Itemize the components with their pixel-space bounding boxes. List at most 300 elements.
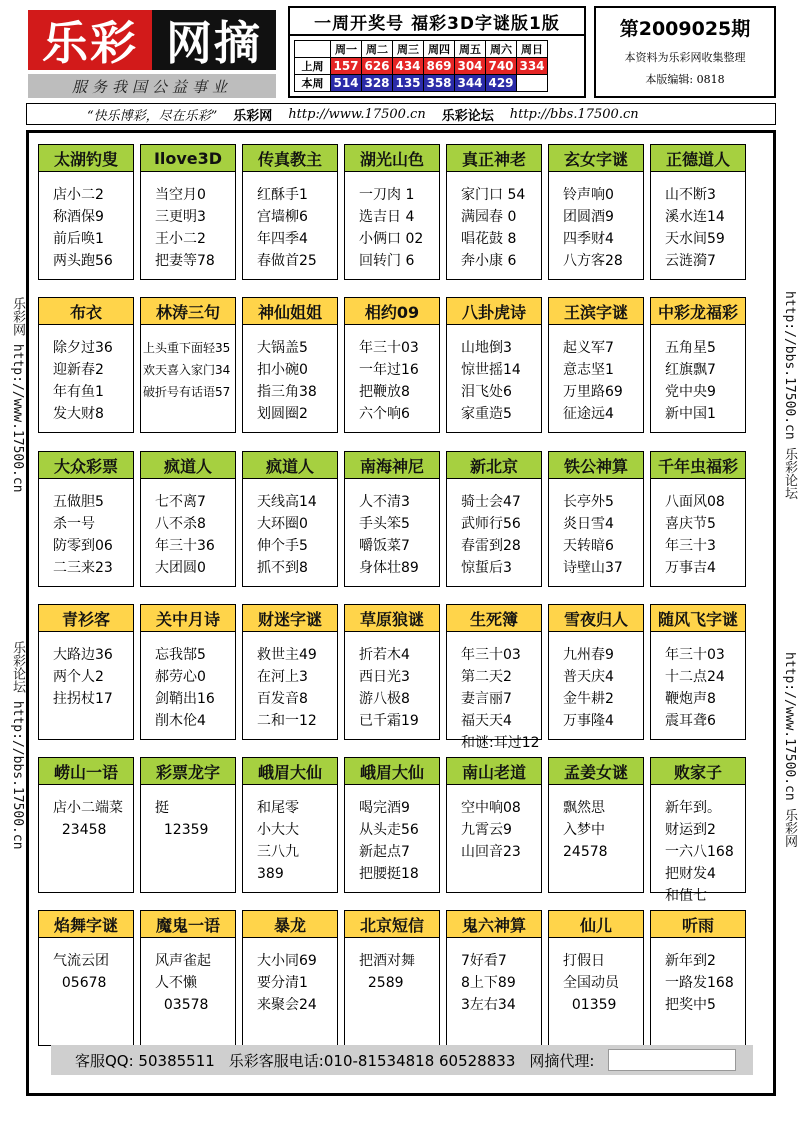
riddle-line: 家重造5 [461,406,512,422]
riddle-card-lines [549,172,643,272]
riddle-card-lines [243,479,337,579]
riddle-card [140,910,236,1046]
riddle-line: 唱花鼓 8 [461,231,517,247]
riddle-line: 8上下89 [461,975,516,991]
riddle-line: 大团圆0 [155,560,206,576]
riddle-card-lines [141,479,235,579]
riddle-line: 年三十03 [359,340,419,356]
riddle-line: 年三十3 [665,538,716,554]
site-label: 乐彩网 [233,108,273,124]
riddle-line: 年三十36 [155,538,215,554]
riddle-line: 389 [257,866,284,882]
riddle-card-title: 仙儿 [549,911,643,938]
subheader [26,103,776,125]
riddle-line: 溪水连14 [665,209,725,225]
riddle-card-lines [651,938,745,1016]
riddle-card [548,297,644,433]
riddle-card-title: 铁公神算 [549,452,643,479]
riddle-card-title: 关中月诗 [141,605,235,632]
weekday-cell: 周二 [362,41,393,58]
riddle-card-title: 彩票龙字 [141,758,235,785]
riddle-card-lines [141,938,235,1016]
riddle-line: 炎日雪4 [563,516,614,532]
issue-panel [594,6,776,98]
riddle-card [548,451,644,587]
riddle-line: 八不杀8 [155,516,206,532]
riddle-line: 打假日 [563,953,605,969]
riddle-line: 三更明3 [155,209,206,225]
riddle-card-title: 青衫客 [39,605,133,632]
riddle-card-title: 魔鬼一语 [141,911,235,938]
riddle-card [548,757,644,893]
riddle-card-lines [243,632,337,732]
riddle-card [38,297,134,433]
riddle-card-title: 神仙姐姐 [243,298,337,325]
riddle-card-lines [345,632,439,732]
riddle-line: 选吉日 4 [359,209,415,225]
riddle-line: 财运到2 [665,822,716,838]
riddle-card [344,910,440,1046]
draw-number: 626 [362,58,393,75]
riddle-line: 全国动员 [563,975,619,991]
riddle-line: 和谜:耳过12 [461,735,540,751]
riddle-line: 已千霜19 [359,713,419,729]
draw-number: 429 [486,75,517,92]
riddle-card [344,297,440,433]
riddle-line: 把妻等78 [155,253,215,269]
riddle-line: 伸个手5 [257,538,308,554]
riddle-card-title: 千年虫福彩 [651,452,745,479]
riddle-card-lines [447,479,541,579]
riddle-card-title: 峨眉大仙 [243,758,337,785]
riddle-line: 回转门 6 [359,253,415,269]
last-week-label: 上周 [295,58,331,75]
riddle-line: 把腰挺18 [359,866,419,882]
riddle-line: 一路发168 [665,975,734,991]
riddle-card-title: 雪夜归人 [549,605,643,632]
riddle-card [650,910,746,1046]
header [26,4,776,100]
riddle-line: 在河上3 [257,669,308,685]
riddle-line: 破折号有话语57 [143,385,231,399]
riddle-line: 春做首25 [257,253,317,269]
riddle-line: 红酥手1 [257,187,308,203]
riddle-card-title: 布衣 [39,298,133,325]
riddle-card-lines [141,785,235,841]
riddle-line: 满园春 0 [461,209,517,225]
riddle-line: 年有鱼1 [53,384,104,400]
riddle-line: 第二天2 [461,669,512,685]
riddle-line: 长亭外5 [563,494,614,510]
draw-results-table [294,40,548,92]
riddle-card [38,757,134,893]
riddle-card [548,144,644,280]
riddle-card-title: 中彩龙福彩 [651,298,745,325]
riddle-grid [26,130,776,1096]
riddle-line: 欢天喜入家门34 [143,363,231,377]
logo-mark [28,10,276,70]
riddle-card [140,144,236,280]
riddle-line: 入梦中 [563,822,605,838]
riddle-line: 要分清1 [257,975,308,991]
riddle-line: 2589 [359,975,404,991]
riddle-card-title: 林涛三句 [141,298,235,325]
riddle-line: 23458 [53,822,107,838]
riddle-line: 五角星5 [665,340,716,356]
riddle-line: 小俩口 02 [359,231,424,247]
draw-number-empty [517,75,548,92]
riddle-card-lines [141,632,235,732]
riddle-card-lines [39,785,133,841]
riddle-card [650,451,746,587]
riddle-line: 一六八168 [665,844,734,860]
riddle-card [140,604,236,740]
riddle-card-title: 传真教主 [243,145,337,172]
riddle-line: 十二点24 [665,669,725,685]
riddle-line: 四季财4 [563,231,614,247]
riddle-line: 小大大 [257,822,299,838]
riddle-line: 家门口 54 [461,187,526,203]
riddle-line: 把鞭放8 [359,384,410,400]
riddle-card [446,451,542,587]
riddle-line: 人不懒 [155,975,197,991]
riddle-line: 惊蜇后3 [461,560,512,576]
forum-url[interactable]: http://bbs.17500.cn [509,106,639,122]
riddle-line: 山地倒3 [461,340,512,356]
riddle-line: 游八极8 [359,691,410,707]
riddle-line: 嚼饭菜7 [359,538,410,554]
riddle-card-lines [39,632,133,710]
riddle-line: 妻言丽7 [461,691,512,707]
riddle-card [548,604,644,740]
riddle-line: 九州春9 [563,647,614,663]
side-text-right-top: http://bbs.17500.cn 乐彩论坛 [782,290,797,500]
riddle-line: 当空月0 [155,187,206,203]
riddle-card [242,451,338,587]
slogan: 服务我国公益事业 [28,74,276,98]
riddle-line: 喝完酒9 [359,800,410,816]
riddle-card-title: 崂山一语 [39,758,133,785]
riddle-card-title: 鬼六神算 [447,911,541,938]
draw-number: 740 [486,58,517,75]
riddle-line: 新中国1 [665,406,716,422]
riddle-line: 拄拐杖17 [53,691,113,707]
riddle-line: 折若木4 [359,647,410,663]
riddle-card-title: 新北京 [447,452,541,479]
riddle-line: 武师行56 [461,516,521,532]
riddle-line: 和值七 [665,888,707,904]
riddle-line: 三八九 [257,844,299,860]
riddle-card-lines [345,325,439,425]
riddle-card [446,910,542,1046]
riddle-line: 新年到2 [665,953,716,969]
riddle-card-title: Ilove3D [141,145,235,172]
riddle-line: 从头走56 [359,822,419,838]
riddle-card [344,757,440,893]
riddle-line: 扣小碗0 [257,362,308,378]
riddle-card-lines [549,938,643,1016]
draw-number: 157 [331,58,362,75]
riddle-line: 团圆酒9 [563,209,614,225]
riddle-line: 杀一号 [53,516,95,532]
riddle-card [446,604,542,751]
riddle-card-lines [39,479,133,579]
riddle-line: 两头跑56 [53,253,113,269]
riddle-card-title: 北京短信 [345,911,439,938]
riddle-line: 五做胆5 [53,494,104,510]
riddle-card-lines [651,785,745,907]
riddle-line: 身体壮89 [359,560,419,576]
riddle-line: 风声雀起 [155,953,211,969]
riddle-card-lines [447,632,541,754]
riddle-line: 飘然思 [563,800,605,816]
draw-number: 514 [331,75,362,92]
riddle-card-lines [549,325,643,425]
draw-title: 一周开奖号 福彩3D字谜版1版 [290,8,584,36]
riddle-card-lines [243,938,337,1016]
side-text-left-top: 乐彩网 http://www.17500.cn [10,297,25,493]
logo-red-text: 乐彩 [28,10,152,70]
customer-phone: 乐彩客服电话:010-81534818 60528833 [228,1051,516,1070]
riddle-line: 大小同69 [257,953,317,969]
riddle-line: 二三来23 [53,560,113,576]
riddle-line: 3左右34 [461,997,516,1013]
riddle-card [140,297,236,433]
draw-number: 304 [455,58,486,75]
riddle-card-lines [243,325,337,425]
riddle-card-title: 焰舞字谜 [39,911,133,938]
riddle-card-title: 南山老道 [447,758,541,785]
riddle-card [242,910,338,1046]
riddle-card [344,144,440,280]
weekday-cell: 周三 [393,41,424,58]
riddle-card-lines [447,325,541,425]
riddle-line: 24578 [563,844,608,860]
riddle-card-title: 王滨字谜 [549,298,643,325]
riddle-card [344,604,440,740]
riddle-card [446,297,542,433]
side-text-left-bottom: 乐彩论坛 http://bbs.17500.cn [10,640,25,850]
riddle-line: 抓不到8 [257,560,308,576]
riddle-line: 奔小康 6 [461,253,517,269]
riddle-line: 和尾零 [257,800,299,816]
riddle-line: 鞭炮声8 [665,691,716,707]
riddle-line: 大路边36 [53,647,113,663]
riddle-line: 福天天4 [461,713,512,729]
riddle-card-title: 八卦虎诗 [447,298,541,325]
riddle-card [446,757,542,893]
riddle-card-title: 疯道人 [141,452,235,479]
riddle-card-title: 暴龙 [243,911,337,938]
riddle-card-lines [39,172,133,272]
riddle-line: 迎新春2 [53,362,104,378]
riddle-line: 天转暗6 [563,538,614,554]
logo [26,4,278,100]
riddle-line: 指三角38 [257,384,317,400]
riddle-line: 12359 [155,822,209,838]
riddle-line: 人不清3 [359,494,410,510]
riddle-line: 天线高14 [257,494,317,510]
riddle-card-title: 玄女字谜 [549,145,643,172]
riddle-card-lines [345,479,439,579]
riddle-line: 八面风08 [665,494,725,510]
weekday-cell: 周五 [455,41,486,58]
riddle-line: 春雷到28 [461,538,521,554]
riddle-line: 惊世摇14 [461,362,521,378]
draw-results-panel [288,6,586,98]
riddle-card-title: 随风飞字谜 [651,605,745,632]
riddle-card [344,451,440,587]
riddle-card-lines [345,172,439,272]
riddle-card [650,144,746,280]
riddle-card [446,144,542,280]
riddle-line: 云涟漪7 [665,253,716,269]
riddle-line: 山回音23 [461,844,521,860]
riddle-card-title: 生死簿 [447,605,541,632]
riddle-line: 一年过16 [359,362,419,378]
riddle-card-lines [651,172,745,272]
agent-box [608,1049,736,1071]
riddle-line: 六个响6 [359,406,410,422]
riddle-card [140,451,236,587]
riddle-line: 店小二2 [53,187,104,203]
riddle-line: 金牛耕2 [563,691,614,707]
riddle-card-title: 峨眉大仙 [345,758,439,785]
riddle-line: 发大财8 [53,406,104,422]
riddle-card [38,910,134,1046]
riddle-card-lines [243,172,337,272]
riddle-card-lines [39,325,133,425]
riddle-card-title: 湖光山色 [345,145,439,172]
riddle-line: 把酒对舞 [359,953,415,969]
weekday-cell: 周四 [424,41,455,58]
riddle-line: 天水间59 [665,231,725,247]
riddle-card-lines [447,938,541,1016]
riddle-line: 把财发4 [665,866,716,882]
riddle-line: 削木伦4 [155,713,206,729]
riddle-line: 7好看7 [461,953,507,969]
riddle-card [242,297,338,433]
riddle-line: 新起点7 [359,844,410,860]
draw-number: 328 [362,75,393,92]
logo-black-text: 网摘 [152,10,276,70]
draw-number: 344 [455,75,486,92]
riddle-card-title: 败家子 [651,758,745,785]
site-url[interactable]: http://www.17500.cn [288,106,426,122]
riddle-card-title: 孟姜女谜 [549,758,643,785]
issue-editor: 本版编辑: 0818 [645,73,725,86]
riddle-card-lines [141,325,235,403]
riddle-card-lines [39,938,133,994]
corner-cell [295,41,331,58]
riddle-card [242,757,338,893]
issue-source: 本资料为乐彩网收集整理 [624,51,746,64]
riddle-line: 大环圈0 [257,516,308,532]
riddle-card-title: 正德道人 [651,145,745,172]
this-week-label: 本周 [295,75,331,92]
issue-number: 第2009025期 [619,18,751,40]
draw-number: 869 [424,58,455,75]
motto: “快乐博彩，尽在乐彩” [87,108,218,124]
side-text-right-bottom: http://www.17500.cn 乐彩网 [782,652,797,848]
riddle-line: 普天庆4 [563,669,614,685]
riddle-line: 手头笨5 [359,516,410,532]
riddle-line: 03578 [155,997,209,1013]
draw-number: 135 [393,75,424,92]
riddle-line: 郝劳心0 [155,669,206,685]
this-week-row [295,75,548,92]
riddle-line: 震耳聋6 [665,713,716,729]
riddle-line: 意志坚1 [563,362,614,378]
riddle-line: 年三十03 [665,647,725,663]
riddle-card-title: 大众彩票 [39,452,133,479]
riddle-line: 二和一12 [257,713,317,729]
riddle-line: 除夕过36 [53,340,113,356]
riddle-card [38,451,134,587]
agent-label: 网摘代理: [529,1051,595,1070]
riddle-card-lines [141,172,235,272]
riddle-line: 诗壁山37 [563,560,623,576]
riddle-line: 喜庆节5 [665,516,716,532]
riddle-line: 宫墙柳6 [257,209,308,225]
draw-number: 434 [393,58,424,75]
riddle-card-lines [651,632,745,732]
riddle-card [650,757,746,904]
riddle-line: 大锅盖5 [257,340,308,356]
riddle-card-title: 听雨 [651,911,745,938]
draw-number: 334 [517,58,548,75]
riddle-line: 党中央9 [665,384,716,400]
riddle-card [140,757,236,893]
riddle-line: 山不断3 [665,187,716,203]
riddle-line: 七不离7 [155,494,206,510]
riddle-line: 起义军7 [563,340,614,356]
riddle-card-lines [345,785,439,885]
weekday-row [295,41,548,58]
riddle-line: 救世主49 [257,647,317,663]
riddle-line: 红旗飘7 [665,362,716,378]
riddle-line: 剑鞘出16 [155,691,215,707]
forum-label: 乐彩论坛 [441,108,494,124]
riddle-line: 万事隆4 [563,713,614,729]
riddle-line: 王小二2 [155,231,206,247]
riddle-card-title: 疯道人 [243,452,337,479]
riddle-line: 万事吉4 [665,560,716,576]
riddle-card-lines [549,632,643,732]
weekday-cell: 周六 [486,41,517,58]
riddle-card [242,604,338,740]
riddle-line: 忘我郜5 [155,647,206,663]
weekday-cell: 周日 [517,41,548,58]
riddle-line: 来聚会24 [257,997,317,1013]
riddle-card-lines [549,479,643,579]
riddle-line: 一刀肉 1 [359,187,415,203]
riddle-line: 上头重下面轻35 [143,341,231,355]
riddle-card [650,297,746,433]
riddle-card [38,604,134,740]
riddle-card-title: 财迷字谜 [243,605,337,632]
riddle-card [242,144,338,280]
riddle-line: 挺 [155,800,169,816]
riddle-card-lines [651,479,745,579]
last-week-row [295,58,548,75]
riddle-line: 前后唤1 [53,231,104,247]
riddle-line: 称酒保9 [53,209,104,225]
riddle-card-title: 真正神老 [447,145,541,172]
riddle-card-lines [447,785,541,863]
riddle-line: 百发音8 [257,691,308,707]
riddle-line: 骑士会47 [461,494,521,510]
